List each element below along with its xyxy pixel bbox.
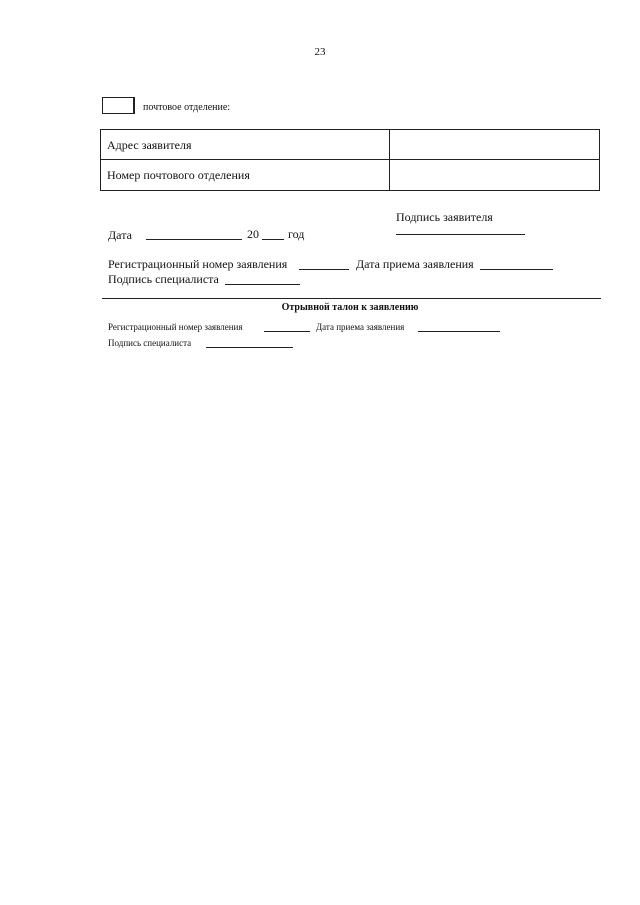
reg-number-field[interactable] — [299, 269, 349, 270]
page-number: 23 — [314, 46, 326, 58]
stub-receipt-date-label: Дата приема заявления — [316, 322, 405, 332]
receipt-date-label: Дата приема заявления — [356, 257, 474, 271]
stub-reg-number-label: Регистрационный номер заявления — [108, 322, 243, 332]
table-row — [101, 130, 599, 160]
year-suffix: год — [288, 227, 305, 241]
postal-number-field[interactable] — [390, 160, 599, 190]
date-field[interactable] — [146, 239, 242, 240]
postal-number-label: Номер почтового отделения — [101, 160, 390, 190]
applicant-address-field[interactable] — [390, 130, 599, 159]
stub-receipt-date-field[interactable] — [418, 331, 500, 332]
specialist-signature-field[interactable] — [225, 284, 300, 285]
table-row — [101, 160, 599, 190]
year-field[interactable] — [262, 239, 284, 240]
applicant-signature-label: Подпись заявителя — [396, 210, 493, 224]
applicant-address-label: Адрес заявителя — [101, 130, 390, 159]
specialist-signature-label: Подпись специалиста — [108, 272, 219, 286]
receipt-date-field[interactable] — [480, 269, 553, 270]
date-label: Дата — [108, 228, 132, 242]
postal-office-label: почтовое отделение: — [143, 102, 231, 113]
stub-title: Отрывной талон к заявлению — [281, 302, 419, 313]
address-table — [100, 129, 600, 191]
stub-specialist-signature-field[interactable] — [206, 347, 293, 348]
stub-specialist-signature-label: Подпись специалиста — [108, 338, 192, 348]
year-prefix: 20 — [247, 227, 259, 241]
stub-reg-number-field[interactable] — [264, 331, 310, 332]
reg-number-label: Регистрационный номер заявления — [108, 257, 288, 271]
postal-office-checkbox[interactable] — [102, 97, 135, 114]
tear-off-divider — [102, 298, 601, 299]
applicant-signature-field[interactable] — [396, 234, 525, 235]
